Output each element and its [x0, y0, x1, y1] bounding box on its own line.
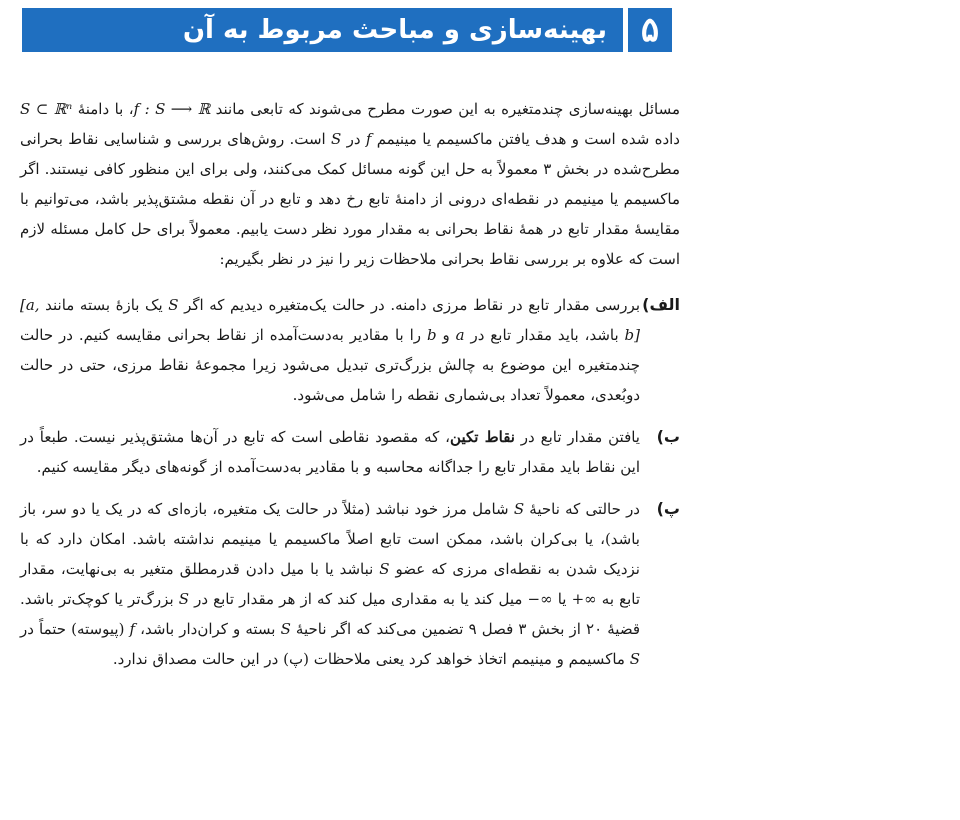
math-s: S	[178, 590, 190, 608]
math-s: S	[513, 500, 525, 518]
item-text	[20, 290, 640, 410]
item-text-part: (پیوسته) حتماً در	[20, 620, 130, 638]
item-text-part: ماکسیمم و مینیمم اتخاذ خواهد کرد یعنی ملاحظات (پ) در این حالت مصداق ندارد.	[112, 650, 630, 668]
math-f: f	[365, 130, 372, 148]
item-text-part: یا	[552, 590, 572, 608]
chapter-title: بهینه‌سازی و مباحث مربوط به آن	[182, 15, 607, 45]
math-f: f	[129, 620, 136, 638]
item-text-part: میل کند یا به مقداری میل کند که از هر مقدار تابع در	[189, 590, 528, 608]
bold-term: نقاط تکین	[450, 428, 515, 446]
math-domain: S ⊂ ℝⁿ	[20, 100, 73, 118]
item-text-part: بزرگ‌تر یا کوچک‌تر باشد. قضیهٔ ۲۰ از بخش ۳ فصل ۹ تضمین می‌کند که اگر ناحیهٔ	[20, 590, 640, 638]
item-text-part: در حالتی که ناحیهٔ	[524, 500, 640, 518]
item-label: پ)	[656, 499, 680, 518]
list-item-be	[20, 422, 680, 482]
math-s: S	[280, 620, 291, 638]
list-item-pe	[20, 494, 680, 674]
math-s: S	[379, 560, 390, 578]
math-s: S	[629, 650, 640, 668]
item-text-part: را با مقادیر به‌دست‌آمده از نقاط بحرانی مقایسه کنیم. در حالت چندمتغیره این موضوع به چالش بزرگ‌تری تبدیل می‌شود زیرا مجموعهٔ نقاط مرزی، حتی در حالت دوبُعدی، معمولاً تعداد بی‌شماری نقطه را شامل می‌شود.	[20, 326, 640, 404]
math-s: S	[331, 130, 342, 148]
intro-text-3: داده شده است و هدف یافتن ماکسیمم یا مینیمم	[371, 130, 680, 148]
item-text	[20, 494, 640, 674]
item-text-part: نباشد یا با میل دادن قدرمطلق متغیر به بی‌نهایت، مقدار تابع به	[20, 560, 641, 608]
item-text-part: بسته و کران‌دار باشد،	[135, 620, 281, 638]
intro-paragraph	[20, 94, 680, 274]
item-label: الف)	[642, 295, 680, 314]
intro-text-5: است. روش‌های بررسی و شناسایی نقاط بحرانی مطرح‌شده در بخش ۳ معمولاً به حل این گونه مسائل کمک می‌کنند، ولی برای این منظور کافی نیستند. اگر ماکسیمم یا مینیمم در نقطه‌ای درونی از دامنهٔ تابع رخ دهد و تابع در آن نقطه مشتق‌پذیر باشد، می‌توانیم با مقایسهٔ مقدار تابع در همهٔ نقاط بحرانی به مقدار مورد نظر دست یابیم. معمولاً برای حل کامل مسئله لازم است که علاوه بر بررسی نقاط بحرانی ملاحظات زیر را نیز در نظر بگیریم:	[20, 130, 681, 268]
math-function-map: f : S ⟶ ℝ	[133, 100, 211, 118]
intro-text-4: در	[341, 130, 366, 148]
math-s: S	[168, 296, 179, 314]
body-content	[20, 94, 680, 686]
item-text-part: ، که مقصود نقاطی است که تابع در آن‌ها مشتق‌پذیر نیست. طبعاً در این نقاط باید مقدار تابع را جداگانه محاسبه و با مقادیر به‌دست‌آمده از گونه‌های دیگر مقایسه کنیم.	[20, 428, 640, 476]
item-text-part: یافتن مقدار تابع در	[514, 428, 640, 446]
math-plus-infinity: +∞	[571, 590, 597, 608]
math-interval: [a, b]	[20, 296, 641, 344]
item-text-part: یک بازهٔ بسته مانند	[39, 296, 169, 314]
item-label: ب)	[656, 427, 680, 446]
item-text-part: بررسی مقدار تابع در نقاط مرزی دامنه. در حالت یک‌متغیره دیدیم که اگر	[178, 296, 640, 314]
math-a: a	[455, 326, 465, 344]
item-text-part: و	[436, 326, 456, 344]
math-b: b	[426, 326, 437, 344]
intro-text-2: ، با دامنهٔ	[72, 100, 134, 118]
math-minus-infinity: −∞	[527, 590, 553, 608]
item-text-part: باشد، باید مقدار تابع در	[464, 326, 625, 344]
chapter-header	[22, 8, 672, 52]
item-text-part: شامل مرز خود نباشد (مثلاً در حالت یک متغیره، بازه‌ای که در یک یا دو سر، باز باشد)، یا بی‌کران باشد، ممکن است تابع اصلاً ماکسیمم یا مینیمم نداشته باشد. امکان دارد که با نزدیک شدن به نقطه‌ای مرزی که عضو	[20, 500, 640, 578]
chapter-number: ۵	[640, 10, 660, 50]
list-item-alef	[20, 290, 680, 410]
item-text	[20, 422, 640, 482]
header-divider	[623, 8, 628, 52]
intro-text-1: مسائل بهینه‌سازی چندمتغیره به این صورت مطرح می‌شوند که تابعی مانند	[210, 100, 680, 118]
